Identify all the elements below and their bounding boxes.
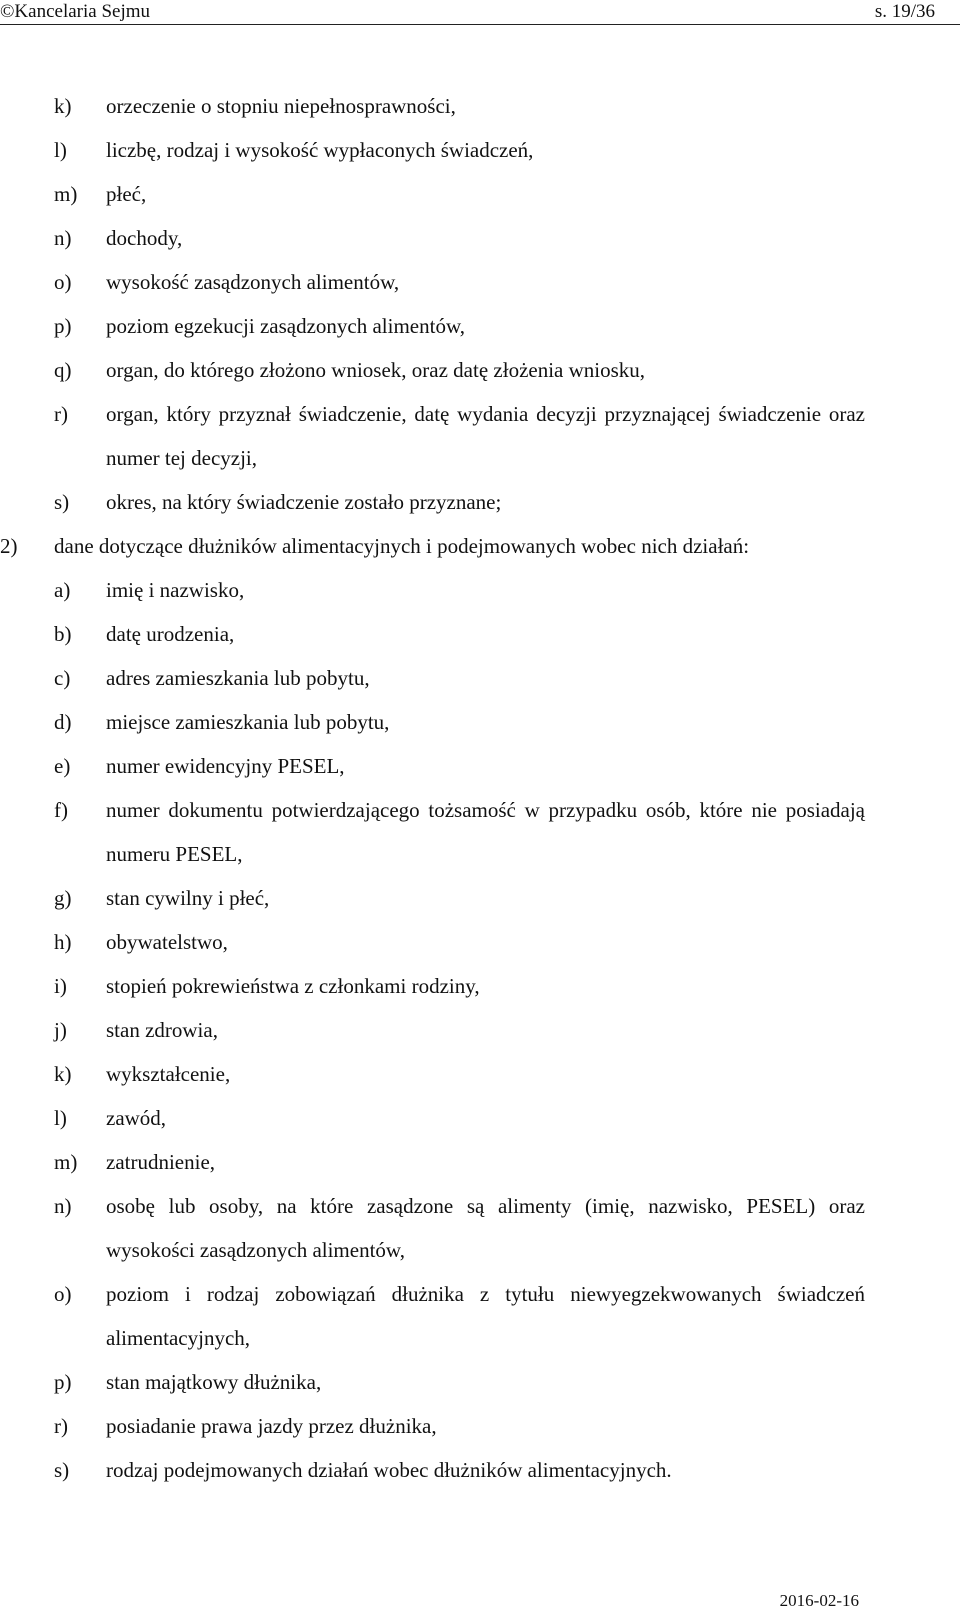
list-item-marker: b) — [54, 622, 72, 646]
list-item-marker: a) — [54, 578, 71, 602]
header-rule — [0, 24, 960, 25]
list-item-text: stan cywilny i płeć, — [106, 886, 270, 910]
list-item-text: dane dotyczące dłużników alimentacyjnych i podejmowanych wobec nich działań: — [54, 534, 750, 558]
list-item-marker: m) — [54, 182, 78, 206]
list-item-marker: o) — [54, 270, 72, 294]
list-item-text: stan majątkowy dłużnika, — [106, 1370, 322, 1394]
list-item-marker: s) — [54, 1458, 70, 1482]
list-item-marker: n) — [54, 1194, 72, 1218]
list-item — [0, 260, 960, 304]
list-item-text: numer ewidencyjny PESEL, — [106, 754, 345, 778]
list-item-marker: r) — [54, 402, 68, 426]
list-item — [0, 1052, 960, 1096]
list-item-marker: m) — [54, 1150, 78, 1174]
list-item-marker: h) — [54, 930, 72, 954]
list-item — [0, 1404, 960, 1448]
list-item-marker: l) — [54, 1106, 67, 1130]
list-item-text: stopień pokrewieństwa z członkami rodziny, — [106, 974, 480, 998]
list-item-text: organ, do którego złożono wniosek, oraz datę złożenia wniosku, — [106, 358, 646, 382]
list-item — [0, 1360, 960, 1404]
list-item-marker: k) — [54, 94, 72, 118]
publisher-credit: ©Kancelaria Sejmu — [0, 1, 151, 22]
list-item — [0, 1272, 960, 1360]
list-item-text: zatrudnienie, — [106, 1150, 216, 1174]
list-item-text: okres, na który świadczenie zostało przyznane; — [106, 490, 502, 514]
list-item — [0, 84, 960, 128]
list-item-marker: f) — [54, 798, 68, 822]
list-item-text: liczbę, rodzaj i wysokość wypłaconych świadczeń, — [106, 138, 534, 162]
list-item — [0, 216, 960, 260]
list-item-main — [0, 524, 960, 568]
list-item — [0, 920, 960, 964]
page-number: s. 19/36 — [874, 1, 935, 22]
list-item-marker: i) — [54, 974, 67, 998]
list-item-marker: o) — [54, 1282, 72, 1306]
list-item — [0, 788, 960, 876]
list-item-text: osobę lub osoby, na które zasądzone są alimenty (imię, nazwisko, PESEL) oraz wysokości zasądzonych alimentów, — [106, 1194, 865, 1262]
list-item — [0, 1096, 960, 1140]
list-item-text: poziom egzekucji zasądzonych alimentów, — [106, 314, 465, 338]
list-item-text: obywatelstwo, — [106, 930, 228, 954]
list-item-marker: c) — [54, 666, 71, 690]
list-item-marker: l) — [54, 138, 67, 162]
list-item — [0, 1448, 960, 1492]
list-item — [0, 480, 960, 524]
list-item-marker: p) — [54, 1370, 72, 1394]
list-item-text: płeć, — [106, 182, 147, 206]
list-item — [0, 964, 960, 1008]
list-item — [0, 128, 960, 172]
list-item-text: rodzaj podejmowanych działań wobec dłużników alimentacyjnych. — [106, 1458, 672, 1482]
list-item — [0, 1008, 960, 1052]
list-item — [0, 1184, 960, 1272]
list-item-text: adres zamieszkania lub pobytu, — [106, 666, 370, 690]
list-item-text: zawód, — [106, 1106, 167, 1130]
list-item — [0, 392, 960, 480]
list-item-text: posiadanie prawa jazdy przez dłużnika, — [106, 1414, 437, 1438]
document-date: 2016-02-16 — [779, 1591, 859, 1610]
list-item-marker: p) — [54, 314, 72, 338]
list-item-marker: s) — [54, 490, 70, 514]
list-item — [0, 172, 960, 216]
list-item — [0, 568, 960, 612]
list-item-text: miejsce zamieszkania lub pobytu, — [106, 710, 390, 734]
list-item-marker: e) — [54, 754, 71, 778]
list-item-text: orzeczenie o stopniu niepełnosprawności, — [106, 94, 456, 118]
list-item — [0, 304, 960, 348]
list-item — [0, 656, 960, 700]
list-item-text: datę urodzenia, — [106, 622, 235, 646]
list-item-text: imię i nazwisko, — [106, 578, 245, 602]
list-item-marker: g) — [54, 886, 72, 910]
list-item-text: organ, który przyznał świadczenie, datę wydania decyzji przyznającej świadczenie oraz numer tej decyzji, — [106, 402, 865, 470]
list-item-text: stan zdrowia, — [106, 1018, 218, 1042]
list-item — [0, 1140, 960, 1184]
list-item-marker: d) — [54, 710, 72, 734]
list-item-marker: j) — [54, 1018, 67, 1042]
list-item — [0, 876, 960, 920]
list-item-text: wysokość zasądzonych alimentów, — [106, 270, 400, 294]
list-item-text: poziom i rodzaj zobowiązań dłużnika z tytułu niewyegzekwowanych świadczeń alimentacyjnych, — [106, 1282, 865, 1350]
list-item-marker: 2) — [0, 534, 18, 558]
list-item — [0, 612, 960, 656]
list-item-marker: q) — [54, 358, 72, 382]
list-item-text: wykształcenie, — [106, 1062, 231, 1086]
list-item-text: dochody, — [106, 226, 183, 250]
list-item — [0, 700, 960, 744]
list-item-text: numer dokumentu potwierdzającego tożsamość w przypadku osób, które nie posiadają numeru PESEL, — [106, 798, 865, 866]
list-item — [0, 348, 960, 392]
list-item — [0, 744, 960, 788]
list-item-marker: n) — [54, 226, 72, 250]
list-item-marker: r) — [54, 1414, 68, 1438]
document-body — [0, 84, 960, 1492]
list-item-marker: k) — [54, 1062, 72, 1086]
